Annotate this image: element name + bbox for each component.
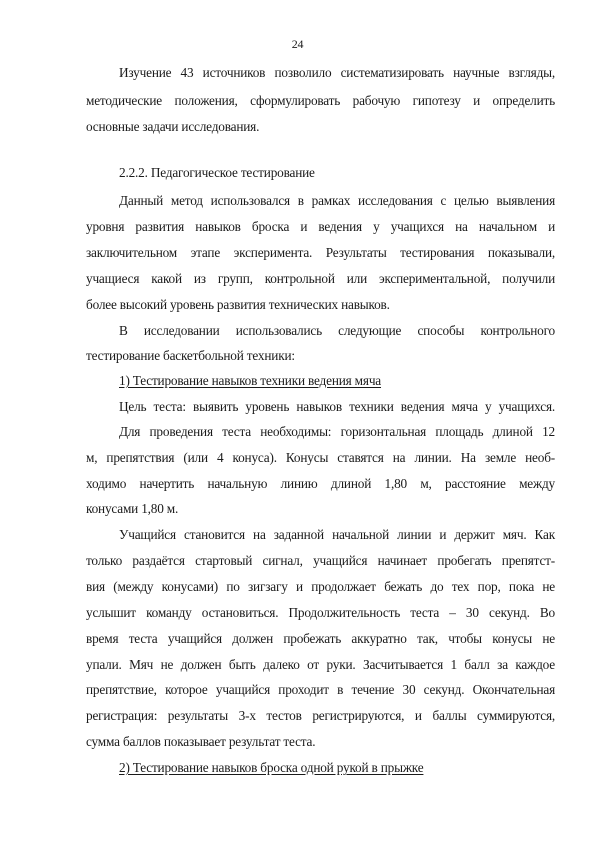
paragraph-line: Данный метод использовался в рамках исследования с целью выявления [119, 193, 555, 208]
paragraph-line: услышит команду остановиться. Продолжительность теста – 30 секунд. Во [86, 605, 555, 620]
paragraph-line: м, препятствия (или 4 конуса). Конусы ставятся на линии. На земле необ- [86, 450, 555, 465]
paragraph-line: методические положения, сформулировать рабочую гипотезу и определить [86, 93, 555, 108]
paragraph-line: более высокий уровень развития технических навыков. [86, 297, 390, 312]
paragraph-line: уровня развития навыков броска и ведения у учащихся на начальном и [86, 219, 555, 234]
paragraph-line: Учащийся становится на заданной начальной линии и держит мяч. Как [119, 527, 555, 542]
paragraph-line: упали. Мяч не должен быть далеко от руки. Засчитывается 1 балл за каждое [86, 657, 555, 672]
paragraph-line: только раздаётся стартовый сигнал, учащийся начинает пробегать препятст- [86, 553, 555, 568]
paragraph-line: учащиеся какой из групп, контрольной или экспериментальной, получили [86, 271, 555, 286]
paragraph-line: заключительном этапе эксперимента. Результаты тестирования показывали, [86, 245, 555, 260]
paragraph-line: время теста учащийся должен пробежать аккуратно так, чтобы конусы не [86, 631, 555, 646]
paragraph-line: Цель теста: выявить уровень навыков техники ведения мяча у учащихся. [119, 399, 555, 414]
paragraph-line: В исследовании использовались следующие способы контрольного [119, 323, 555, 338]
paragraph-line: сумма баллов показывает результат теста. [86, 734, 316, 749]
paragraph-line: препятствие, которое учащийся проходит в течение 30 секунд. Окончательная [86, 682, 555, 697]
paragraph-line: ходимо начертить начальную линию длиной 1,80 м, расстояние между [86, 476, 555, 491]
paragraph-line: вия (между конусами) по зигзагу и продолжает бежать до тех пор, пока не [86, 579, 555, 594]
page-number: 24 [291, 37, 304, 51]
subsection-heading: 2) Тестирование навыков броска одной рукой в прыжке [119, 760, 424, 775]
paragraph-line: основные задачи исследования. [86, 119, 260, 134]
section-heading: 2.2.2. Педагогическое тестирование [119, 165, 315, 180]
paragraph-line: Изучение 43 источников позволило систематизировать научные взгляды, [119, 65, 555, 80]
paragraph-line: Для проведения теста необходимы: горизонтальная площадь длиной 12 [119, 424, 555, 439]
paragraph-line: тестирование баскетбольной техники: [86, 348, 295, 363]
paragraph-line: регистрация: результаты 3-х тестов регистрируются, и баллы суммируются, [86, 708, 555, 723]
paragraph-line: конусами 1,80 м. [86, 501, 179, 516]
subsection-heading: 1) Тестирование навыков техники ведения мяча [119, 373, 382, 388]
